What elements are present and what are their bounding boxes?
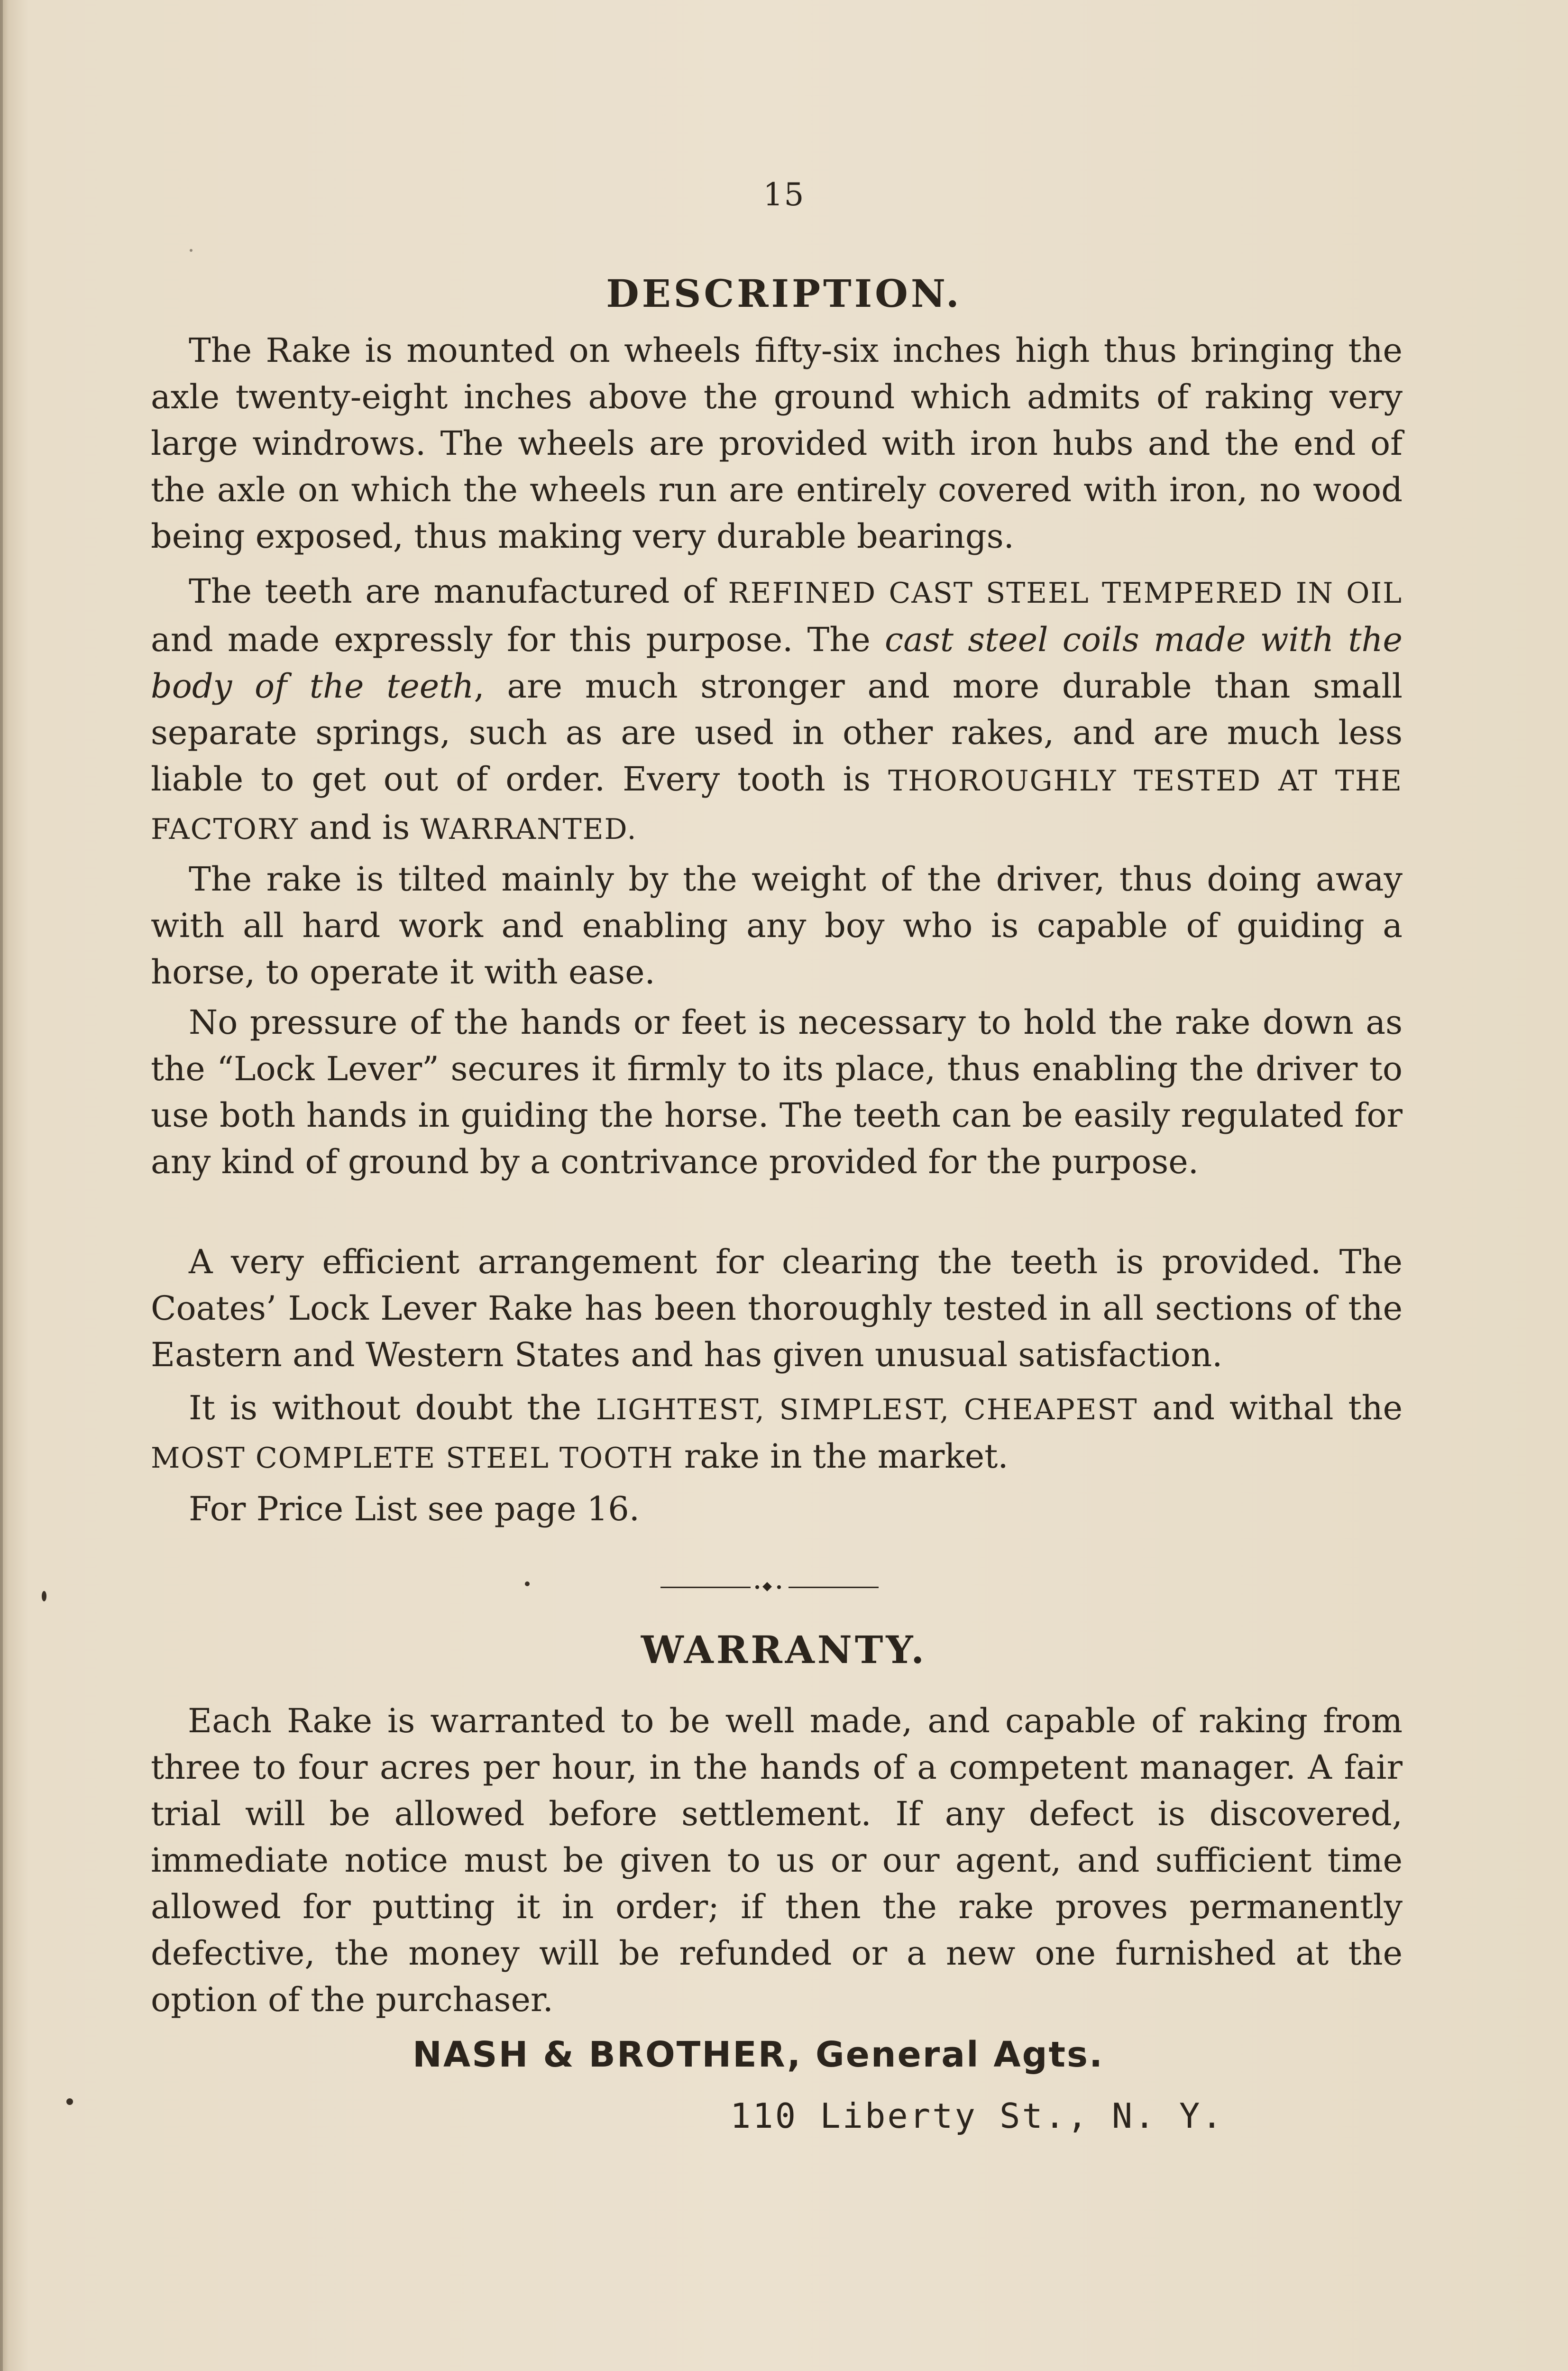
warranty-heading: WARRANTY.: [641, 1627, 927, 1672]
description-paragraph-3: The rake is tilted mainly by the weight of the driver, thus doing away with all hard work and enabling any boy who is capable of guiding a horse, to operate it with ease.: [151, 860, 1403, 992]
description-heading: DESCRIPTION.: [606, 271, 962, 316]
page-number: 15: [763, 176, 805, 213]
agent-address: 110 Liberty St., N. Y.: [730, 2096, 1224, 2136]
description-paragraph-1: The Rake is mounted on wheels fifty-six inches high thus bringing the axle twenty-eight inches above the ground which admits of raking very large windrows. The wheels are provided with iron hubs and the end of the axle on which the wheels run are entirely covered with iron, no wood being exposed, thus making very durable bearings.: [151, 331, 1403, 556]
description-paragraph-4: No pressure of the hands or feet is necessary to hold the rake down as the “Lock Lever” secures it firmly to its place, thus enabling the driver to use both hands in guiding the horse. The teeth can be easily regulated for any kind of ground by a contrivance provided for the purpose.: [151, 1003, 1403, 1181]
ink-speck: [190, 249, 193, 252]
agent-signature: NASH & BROTHER, General Agts.: [413, 2034, 1104, 2075]
warranty-paragraph: Each Rake is warranted to be well made, and capable of raking from three to four acres per hour, in the hands of a competent manager. A fair trial will be allowed before settlement. If any defect is discovered, immediate notice must be given to us or our agent, and sufficient time allowed for putting it in order; if then the rake proves permanently defective, the money will be refunded or a new one furnished at the option of the purchaser.: [151, 1701, 1403, 2019]
ink-speck: [66, 2098, 73, 2105]
price-list-reference: For Price List see page 16.: [189, 1489, 640, 1528]
section-divider-ornament: [660, 1582, 879, 1592]
page-edge-shadow: [0, 0, 3, 2371]
description-paragraph-5: A very efficient arrangement for clearing the teeth is provided. The Coates’ Lock Lever Rake has been thoroughly tested in all sections of the Eastern and Western States and has given unusual satisfaction.: [151, 1242, 1403, 1374]
description-paragraph-6: It is without doubt the LIGHTEST, SIMPLEST, CHEAPEST and withal the MOST COMPLETE STEEL TOOTH rake in the market.: [151, 1388, 1403, 1476]
ink-speck: [42, 1591, 46, 1601]
ink-speck: [525, 1581, 530, 1586]
description-paragraph-2: The teeth are manufactured of REFINED CAST STEEL TEMPERED IN OIL and made expressly for this purpose. The cast steel coils made with the body of the teeth, are much stronger and more durable than small separate springs, such as are used in other rakes, and are much less liable to get out of order. Every tooth is THOROUGHLY TESTED AT THE FACTORY and is WARRANTED.: [151, 572, 1403, 847]
